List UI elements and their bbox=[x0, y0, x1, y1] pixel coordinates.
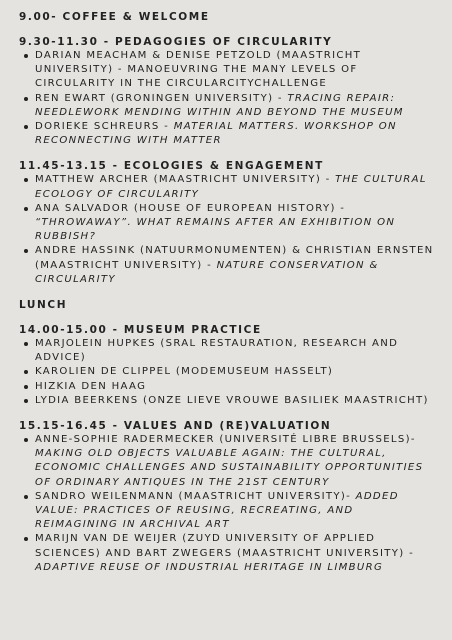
talk-speaker: ANNE-SOPHIE RADERMECKER (UNIVERSITÉ LIBRE BRUSSELS)- bbox=[35, 434, 416, 446]
section-values bbox=[19, 419, 440, 575]
bullet-icon bbox=[24, 249, 28, 253]
bullet-icon bbox=[24, 178, 28, 182]
talk-item bbox=[35, 380, 440, 394]
bullet-icon bbox=[24, 385, 28, 389]
talk-speaker: LYDIA BEERKENS (ONZE LIEVE VROUWE BASILIEK MAASTRICHT) bbox=[35, 394, 429, 406]
talk-item bbox=[35, 244, 440, 287]
talk-list bbox=[19, 433, 440, 575]
bullet-icon bbox=[24, 495, 28, 499]
section-ecologies bbox=[19, 159, 440, 287]
bullet-icon bbox=[24, 125, 28, 129]
section-heading: 11.45-13.15 - ECOLOGIES & ENGAGEMENT bbox=[19, 160, 324, 173]
section-heading: 14.00-15.00 - MUSEUM PRACTICE bbox=[19, 324, 262, 337]
bullet-icon bbox=[24, 537, 28, 541]
talk-item bbox=[35, 394, 440, 408]
section-pedagogies bbox=[19, 35, 440, 148]
talk-title: MATERIAL MATTERS. WORKSHOP ON RECONNECTING WITH MATTER bbox=[35, 121, 397, 147]
talk-title: “THROWAWAY”. WHAT REMAINS AFTER AN EXHIBITION ON RUBBISH? bbox=[35, 217, 396, 243]
section-heading: LUNCH bbox=[19, 299, 68, 312]
talk-speaker: MARJOLEIN HUPKES (SRAL RESTAURATION, RESEARCH AND ADVICE) bbox=[35, 338, 399, 364]
talk-list bbox=[19, 173, 440, 287]
talk-title: ADAPTIVE REUSE OF INDUSTRIAL HERITAGE IN LIMBURG bbox=[35, 561, 384, 573]
bullet-icon bbox=[24, 207, 28, 211]
talk-item bbox=[35, 337, 440, 365]
section-heading: 9.30-11.30 - PEDAGOGIES OF CIRCULARITY bbox=[19, 36, 333, 48]
talk-item bbox=[35, 49, 440, 92]
bullet-icon bbox=[24, 342, 28, 346]
talk-speaker: MATTHEW ARCHER (MAASTRICHT UNIVERSITY) - bbox=[35, 174, 336, 186]
talk-item bbox=[35, 433, 440, 490]
talk-speaker: REN EWART (GRONINGEN UNIVERSITY) - bbox=[35, 92, 288, 104]
talk-item bbox=[35, 92, 440, 120]
talk-title: TRACING REPAIR: NEEDLEWORK MENDING WITHIN AND BEYOND THE MUSEUM bbox=[35, 92, 404, 118]
bullet-icon bbox=[24, 54, 28, 58]
talk-speaker: SANDRO WEILENMANN (MAASTRICHT UNIVERSITY)- bbox=[35, 490, 356, 502]
bullet-icon bbox=[24, 97, 28, 101]
talk-list bbox=[19, 337, 440, 408]
talk-title: THE CULTURAL ECOLOGY OF CIRCULARITY bbox=[35, 174, 427, 200]
talk-item bbox=[35, 365, 440, 379]
talk-speaker: ANA SALVADOR (HOUSE OF EUROPEAN HISTORY) - bbox=[35, 202, 346, 214]
talk-item bbox=[35, 202, 440, 245]
section-lunch bbox=[19, 298, 440, 312]
talk-speaker: ANDRE HASSINK (NATUURMONUMENTEN) & CHRISTIAN ERNSTEN (MAASTRICHT UNIVERSITY) - bbox=[35, 245, 434, 271]
talk-title: MAKING OLD OBJECTS VALUABLE AGAIN: THE CULTURAL, ECONOMIC CHALLENGES AND SUSTAINABILITY OPPORTUNITIES OF ORDINARY ANTIQUES IN THE 21ST CENTURY bbox=[35, 448, 424, 488]
talk-speaker: MARIJN VAN DE WEIJER (ZUYD UNIVERSITY OF APPLIED SCIENCES) AND BART ZWEGERS (MAASTRICHT UNIVERSITY) - bbox=[35, 533, 415, 559]
section-heading: 15.15-16.45 - VALUES AND (RE)VALUATION bbox=[19, 420, 332, 433]
section-museum-practice bbox=[19, 323, 440, 408]
talk-item bbox=[35, 120, 440, 148]
bullet-icon bbox=[24, 438, 28, 442]
talk-item bbox=[35, 173, 440, 201]
talk-speaker: DORIEKE SCHREURS - bbox=[35, 121, 174, 133]
talk-speaker: HIZKIA DEN HAAG bbox=[35, 380, 147, 392]
talk-item bbox=[35, 532, 440, 575]
talk-list bbox=[19, 49, 440, 148]
bullet-icon bbox=[24, 370, 28, 374]
talk-title: NATURE CONSERVATION & CIRCULARITY bbox=[35, 259, 379, 285]
talk-speaker: DARIAN MEACHAM & DENISE PETZOLD (MAASTRICHT UNIVERSITY) - MANOEUVRING THE MANY LEVELS OF CIRCULARITY IN THE CIRCULARCITYCHALLENGE bbox=[35, 50, 362, 90]
bullet-icon bbox=[24, 399, 28, 403]
talk-speaker: KAROLIEN DE CLIPPEL (MODEMUSEUM HASSELT) bbox=[35, 366, 334, 378]
talk-item bbox=[35, 490, 440, 533]
section-coffee bbox=[19, 10, 440, 24]
talk-title: ADDED VALUE: PRACTICES OF REUSING, RECREATING, AND REIMAGINING IN ARCHIVAL ART bbox=[35, 490, 399, 531]
section-heading: 9.00- COFFEE & WELCOME bbox=[19, 11, 210, 23]
